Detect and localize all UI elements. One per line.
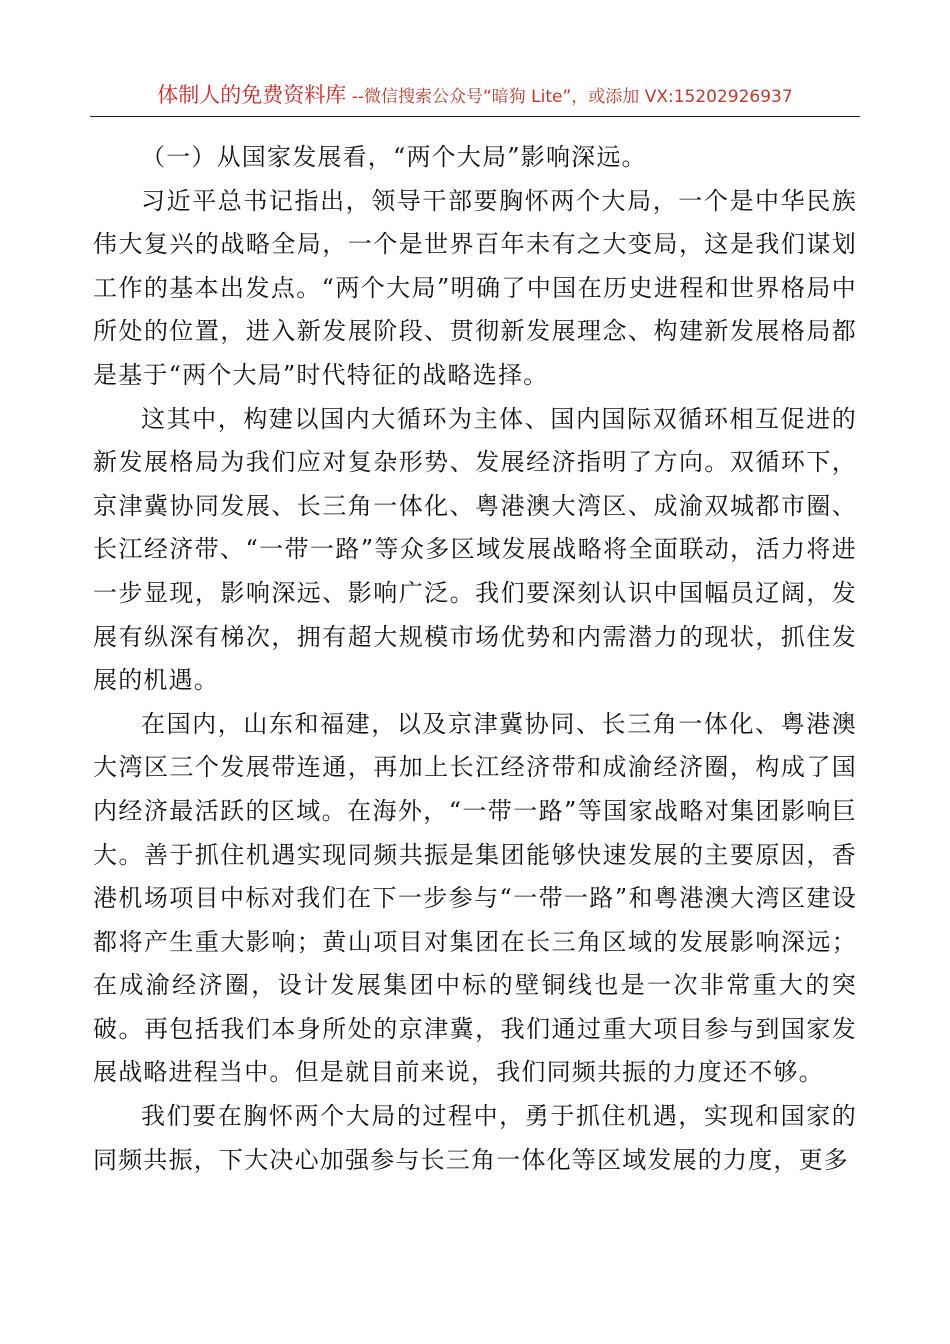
paragraph-4: 我们要在胸怀两个大局的过程中，勇于抓住机遇，实现和国家的同频共振，下大决心加强参与长三角一体化等区域发展的力度，更多 [93,1102,857,1174]
header-brand-text: 体制人的免费资料库 [157,83,347,107]
header-divider [90,116,860,117]
paragraph-3: 在国内，山东和福建，以及京津冀协同、长三角一体化、粤港澳大湾区三个发展带连通，再加上长江经济带和成渝经济圈，构成了国内经济最活跃的区域。在海外，“一带一路”等国家战略对集团影响巨大。善于抓住机遇实现同频共振是集团能够快速发展的主要原因，香港机场项目中标对我们在下一步参与“一带一路”和粤港澳大湾区建设都将产生重大影响；黄山项目对集团在长三角区域的发展影响深远；在成渝经济圈，设计发展集团中标的壁铜线也是一次非常重大的突破。再包括我们本身所处的京津冀，我们通过重大项目参与到国家发展战略进程当中。但是就目前来说，我们同频共振的力度还不够。 [93,709,857,1087]
paragraph-2: 这其中，构建以国内大循环为主体、国内国际双循环相互促进的新发展格局为我们应对复杂形势、发展经济指明了方向。双循环下，京津冀协同发展、长三角一体化、粤港澳大湾区、成渝双城都市圈、长江经济带、“一带一路”等众多区域发展战略将全面联动，活力将进一步显现，影响深远、影响广泛。我们要深刻认识中国幅员辽阔，发展有纵深有梯次，拥有超大规模市场优势和内需潜力的现状，抓住发展的机遇。 [93,404,857,695]
page-header [90,78,860,114]
header-contact-text: --微信搜索公众号“暗狗 Lite”，或添加 VX:15202926937 [346,87,793,107]
document-body [93,136,857,1182]
section-heading: （一）从国家发展看，“两个大局”影响深远。 [141,143,647,171]
paragraph-1: 习近平总书记指出，领导干部要胸怀两个大局，一个是中华民族伟大复兴的战略全局，一个是世界百年未有之大变局，这是我们谋划工作的基本出发点。“两个大局”明确了中国在历史进程和世界格局中所处的位置，进入新发展阶段、贯彻新发展理念、构建新发展格局都是基于“两个大局”时代特征的战略选择。 [93,186,857,389]
